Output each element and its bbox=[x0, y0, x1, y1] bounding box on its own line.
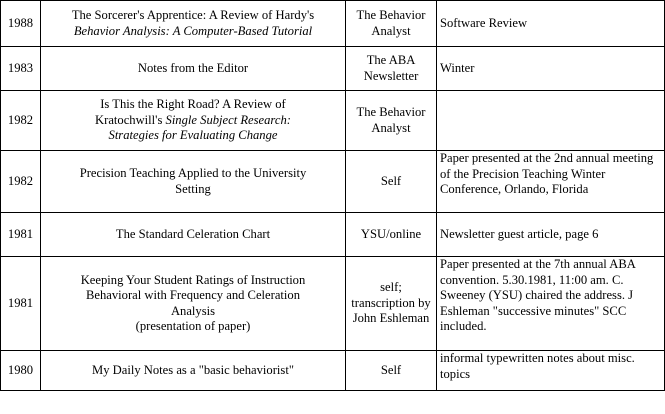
source-text: The Behavior bbox=[356, 105, 426, 119]
source-text: Analyst bbox=[371, 23, 411, 38]
notes-cell: Winter bbox=[437, 47, 665, 91]
title-text: Precision Teaching Applied to the University bbox=[79, 166, 307, 180]
year-cell: 1980 bbox=[1, 351, 41, 391]
table-row bbox=[1, 91, 665, 151]
table-row bbox=[1, 1, 665, 47]
title-text: Kratochwill's bbox=[95, 112, 166, 127]
title-cell bbox=[41, 257, 346, 351]
title-text: The Sorcerer's Apprentice: A Review of Hardy's bbox=[71, 8, 315, 22]
title-italic-text: Single Subject Research: bbox=[165, 112, 291, 127]
source-text: Analyst bbox=[371, 120, 411, 135]
source-text: The ABA bbox=[366, 53, 416, 67]
table-row bbox=[1, 351, 665, 391]
source-cell bbox=[346, 47, 437, 91]
notes-cell: Software Review bbox=[437, 1, 665, 47]
notes-cell: Paper presented at the 2nd annual meeting of the Precision Teaching Winter Conference, Orlando, Florida bbox=[437, 151, 665, 213]
year-cell: 1981 bbox=[1, 257, 41, 351]
source-cell: YSU/online bbox=[346, 213, 437, 257]
year-cell: 1981 bbox=[1, 213, 41, 257]
source-cell bbox=[346, 1, 437, 47]
title-cell bbox=[41, 1, 346, 47]
notes-cell: informal typewritten notes about misc. topics bbox=[437, 351, 665, 391]
notes-cell bbox=[437, 91, 665, 151]
table-row bbox=[1, 151, 665, 213]
table-row bbox=[1, 257, 665, 351]
title-text: Analysis bbox=[170, 303, 216, 318]
year-cell: 1982 bbox=[1, 151, 41, 213]
source-cell: Self bbox=[346, 351, 437, 391]
title-cell: My Daily Notes as a "basic behaviorist" bbox=[41, 351, 346, 391]
notes-cell: Paper presented at the 7th annual ABA convention. 5.30.1981, 11:00 am. C. Sweeney (YSU) chaired the address. J Eshleman "successive minutes" SCC included. bbox=[437, 257, 665, 351]
title-text: Keeping Your Student Ratings of Instruction bbox=[80, 272, 306, 287]
title-text: Behavioral with Frequency and Celeration bbox=[85, 288, 301, 302]
title-text: (presentation of paper) bbox=[135, 319, 251, 333]
title-cell bbox=[41, 91, 346, 151]
source-text: Newsletter bbox=[363, 68, 419, 83]
source-text: The Behavior bbox=[356, 8, 426, 22]
year-cell: 1982 bbox=[1, 91, 41, 151]
title-cell: The Standard Celeration Chart bbox=[41, 213, 346, 257]
title-italic-text: Strategies for Evaluating Change bbox=[108, 128, 278, 143]
year-cell: 1988 bbox=[1, 1, 41, 47]
source-cell bbox=[346, 257, 437, 351]
title-italic-text: Behavior Analysis: A Computer-Based Tutorial bbox=[73, 23, 313, 38]
year-cell: 1983 bbox=[1, 47, 41, 91]
source-text: John Eshleman bbox=[352, 311, 430, 326]
title-text: Setting bbox=[175, 181, 211, 196]
notes-cell: Newsletter guest article, page 6 bbox=[437, 213, 665, 257]
title-cell bbox=[41, 151, 346, 213]
table-row bbox=[1, 47, 665, 91]
source-text: transcription by bbox=[351, 295, 431, 310]
title-text: Is This the Right Road? A Review of bbox=[100, 97, 286, 112]
table-row bbox=[1, 213, 665, 257]
source-text: self; bbox=[380, 280, 402, 295]
source-cell: Self bbox=[346, 151, 437, 213]
title-cell: Notes from the Editor bbox=[41, 47, 346, 91]
source-cell bbox=[346, 91, 437, 151]
